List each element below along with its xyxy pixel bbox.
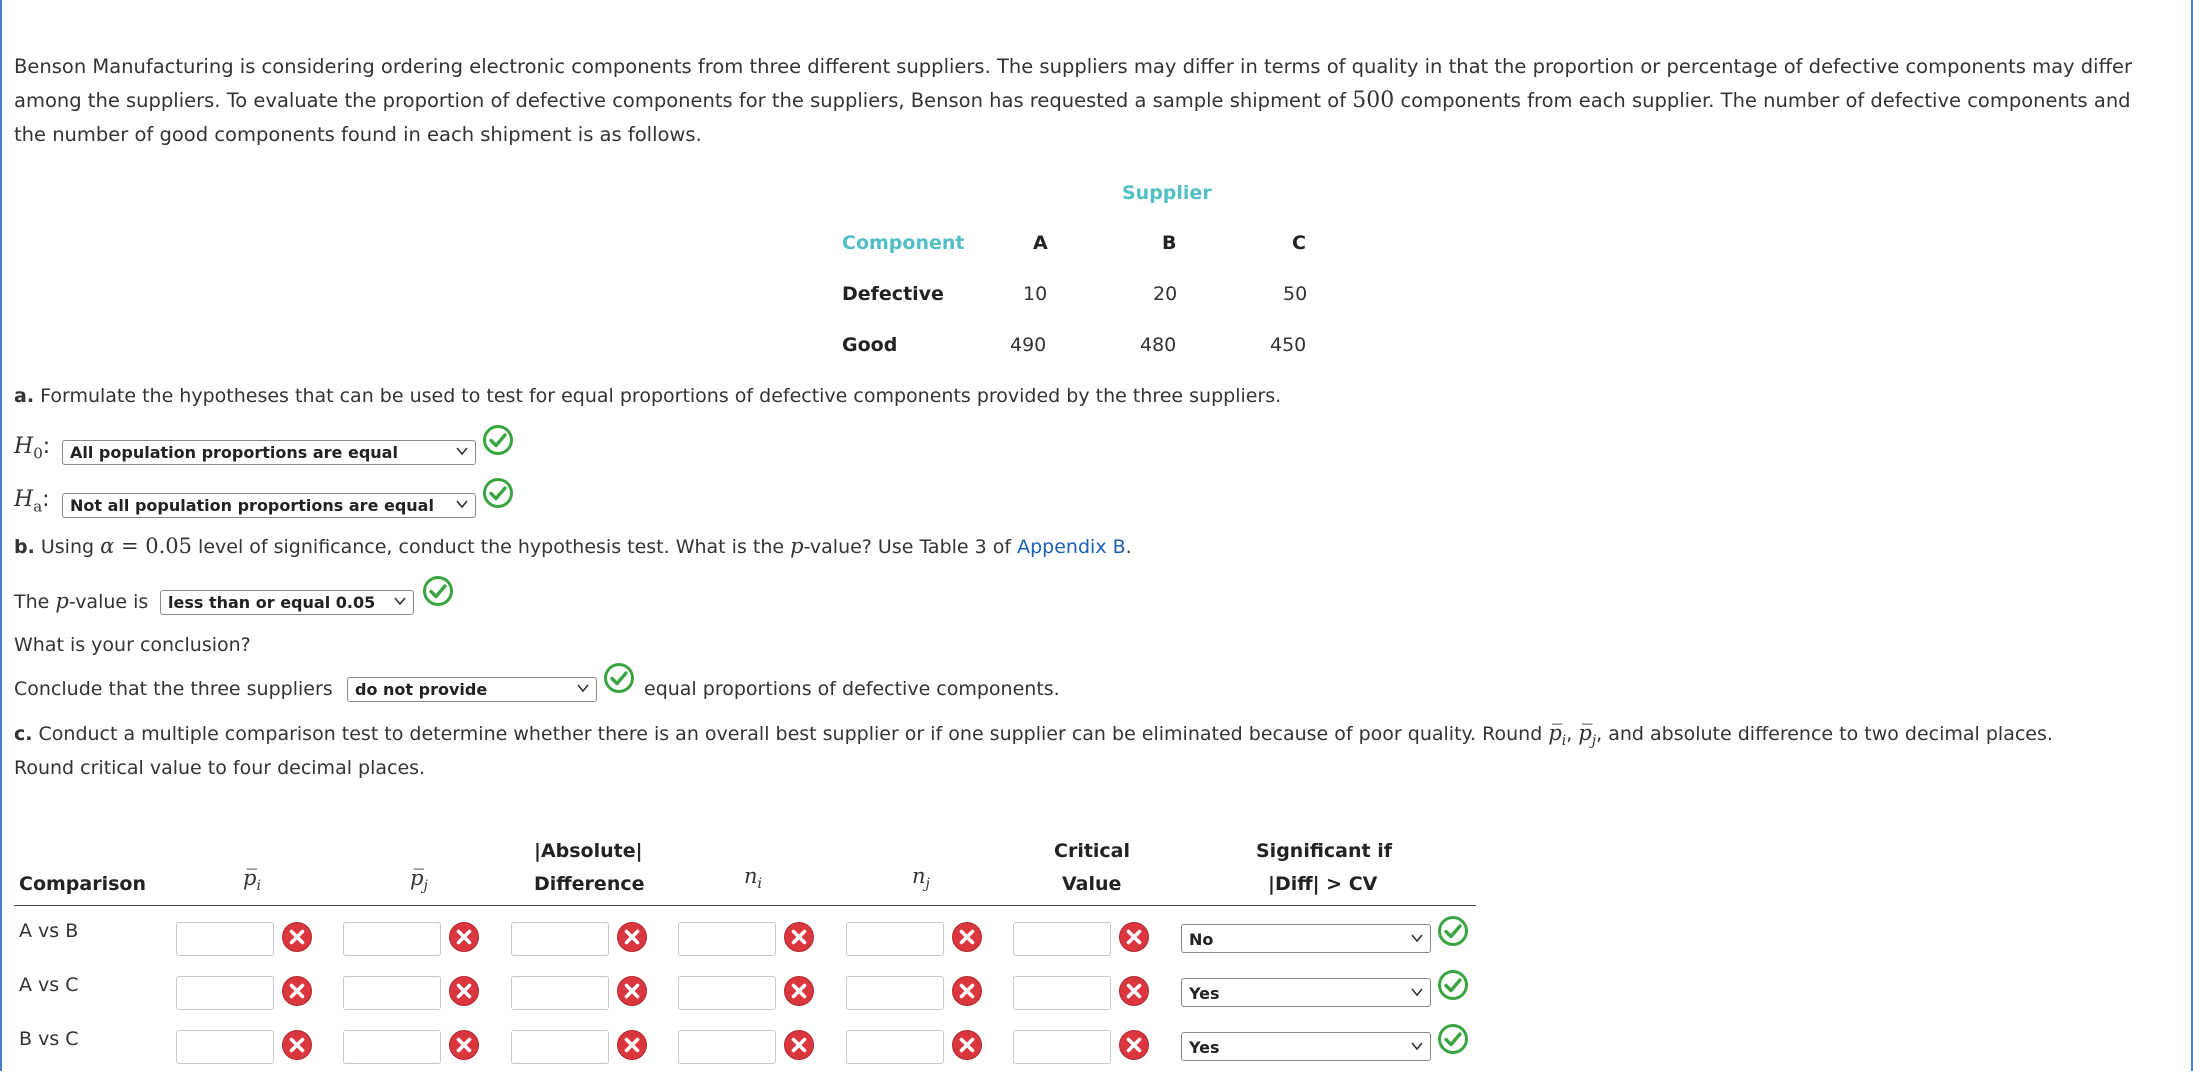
chevron-down-icon	[576, 681, 590, 695]
header-pj: $p̅_j$	[410, 866, 428, 895]
header-absdiff-2: Difference	[534, 873, 645, 895]
part-c-rounding: Round critical value to four decimal places.	[14, 757, 426, 779]
row-label: A vs C	[19, 974, 79, 996]
error-x-icon	[448, 1029, 480, 1061]
absdiff-input[interactable]	[511, 976, 609, 1010]
header-comparison: Comparison	[19, 873, 146, 895]
error-x-icon	[616, 1029, 648, 1061]
ni-input[interactable]	[678, 976, 776, 1010]
row-label-defective: Defective	[842, 283, 944, 305]
error-x-icon	[951, 921, 983, 953]
chevron-down-icon	[1410, 931, 1424, 945]
ha-label: $H_a$:	[14, 487, 50, 516]
h0-select[interactable]: All population proportions are equal	[62, 440, 476, 465]
nj-input[interactable]	[846, 976, 944, 1010]
pi-input[interactable]	[176, 976, 274, 1010]
pi-input[interactable]	[176, 922, 274, 956]
error-x-icon	[616, 975, 648, 1007]
error-x-icon	[448, 975, 480, 1007]
absdiff-input[interactable]	[511, 1030, 609, 1064]
header-absdiff-1: |Absolute|	[534, 840, 643, 862]
cell-good-a: 490	[1010, 334, 1047, 356]
problem-intro: Benson Manufacturing is considering ordering electronic components from three different suppliers. The suppliers may differ in terms of quality in that the proportion or percentage of defective components may differ among the suppliers. To evaluate the proportion of defective components for the suppliers, Benson has requested a sample shipment of 500 components from each supplier. The number of defective components and the number of good components found in each shipment is as follows.	[14, 55, 2133, 146]
part-a-prompt: a. Formulate the hypotheses that can be used to test for equal proportions of defective components provided by the three suppliers.	[14, 385, 1282, 407]
ni-input[interactable]	[678, 922, 776, 956]
nj-input[interactable]	[846, 922, 944, 956]
error-x-icon	[1118, 975, 1150, 1007]
ni-input[interactable]	[678, 1030, 776, 1064]
cell-defective-c: 50	[1283, 283, 1308, 305]
header-pi: $p̅_i$	[243, 866, 261, 895]
pvalue-select[interactable]: less than or equal 0.05	[160, 590, 414, 615]
check-icon	[1437, 1023, 1469, 1055]
col-header-b: B	[1162, 232, 1177, 254]
error-x-icon	[281, 921, 313, 953]
chevron-down-icon	[1410, 1039, 1424, 1053]
header-nj: $n_j$	[912, 864, 930, 893]
check-icon	[1437, 969, 1469, 1001]
row-label-good: Good	[842, 334, 898, 356]
conclude-prefix: Conclude that the three suppliers	[14, 678, 333, 700]
table-header-divider	[14, 905, 1476, 906]
check-icon	[603, 662, 635, 694]
error-x-icon	[783, 921, 815, 953]
part-c-prompt: c. Conduct a multiple comparison test to determine whether there is an overall best supplier or if one supplier can be eliminated because of poor quality. Round $p̅_i$, $p̅_j$, and absolute difference to two decimal places.	[14, 721, 2053, 749]
error-x-icon	[616, 921, 648, 953]
critical-input[interactable]	[1013, 922, 1111, 956]
pj-input[interactable]	[343, 922, 441, 956]
check-icon	[1437, 915, 1469, 947]
cell-defective-a: 10	[1023, 283, 1048, 305]
component-header: Component	[842, 232, 965, 254]
significant-select[interactable]: Yes	[1181, 978, 1431, 1007]
part-b-prompt: b. Using α = 0.05 level of significance, conduct the hypothesis test. What is the p-value? Use Table 3 of Appendix B.	[14, 534, 1132, 558]
pj-input[interactable]	[343, 1030, 441, 1064]
absdiff-input[interactable]	[511, 922, 609, 956]
col-header-a: A	[1033, 232, 1048, 254]
check-icon	[482, 424, 514, 456]
row-label: B vs C	[19, 1028, 79, 1050]
check-icon	[482, 477, 514, 509]
header-significant-2: |Diff| > CV	[1268, 873, 1378, 895]
error-x-icon	[951, 1029, 983, 1061]
supplier-group-header: Supplier	[1122, 182, 1212, 204]
pi-input[interactable]	[176, 1030, 274, 1064]
error-x-icon	[448, 921, 480, 953]
cell-good-b: 480	[1140, 334, 1177, 356]
h0-label: $H_0$:	[14, 434, 51, 463]
critical-input[interactable]	[1013, 1030, 1111, 1064]
row-label: A vs B	[19, 920, 79, 942]
chevron-down-icon	[1410, 985, 1424, 999]
pvalue-label: The p-value is	[14, 589, 149, 613]
significant-select[interactable]: Yes	[1181, 1032, 1431, 1061]
error-x-icon	[1118, 921, 1150, 953]
col-header-c: C	[1292, 232, 1306, 254]
header-significant-1: Significant if	[1256, 840, 1393, 862]
conclusion-select[interactable]: do not provide	[347, 677, 597, 702]
error-x-icon	[281, 975, 313, 1007]
appendix-b-link[interactable]: Appendix B	[1017, 536, 1126, 558]
chevron-down-icon	[393, 594, 407, 608]
conclusion-question: What is your conclusion?	[14, 634, 251, 656]
header-critical-2: Value	[1062, 873, 1122, 895]
check-icon	[422, 575, 454, 607]
significant-select[interactable]: No	[1181, 924, 1431, 953]
critical-input[interactable]	[1013, 976, 1111, 1010]
error-x-icon	[281, 1029, 313, 1061]
cell-good-c: 450	[1270, 334, 1307, 356]
header-critical-1: Critical	[1054, 840, 1131, 862]
nj-input[interactable]	[846, 1030, 944, 1064]
conclude-suffix: equal proportions of defective components.	[644, 678, 1060, 700]
header-ni: $n_i$	[744, 864, 763, 893]
ha-select[interactable]: Not all population proportions are equal	[62, 493, 476, 518]
error-x-icon	[783, 1029, 815, 1061]
sample-size: 500	[1352, 88, 1395, 113]
error-x-icon	[951, 975, 983, 1007]
error-x-icon	[783, 975, 815, 1007]
chevron-down-icon	[455, 497, 469, 511]
pj-input[interactable]	[343, 976, 441, 1010]
chevron-down-icon	[455, 444, 469, 458]
cell-defective-b: 20	[1153, 283, 1178, 305]
error-x-icon	[1118, 1029, 1150, 1061]
